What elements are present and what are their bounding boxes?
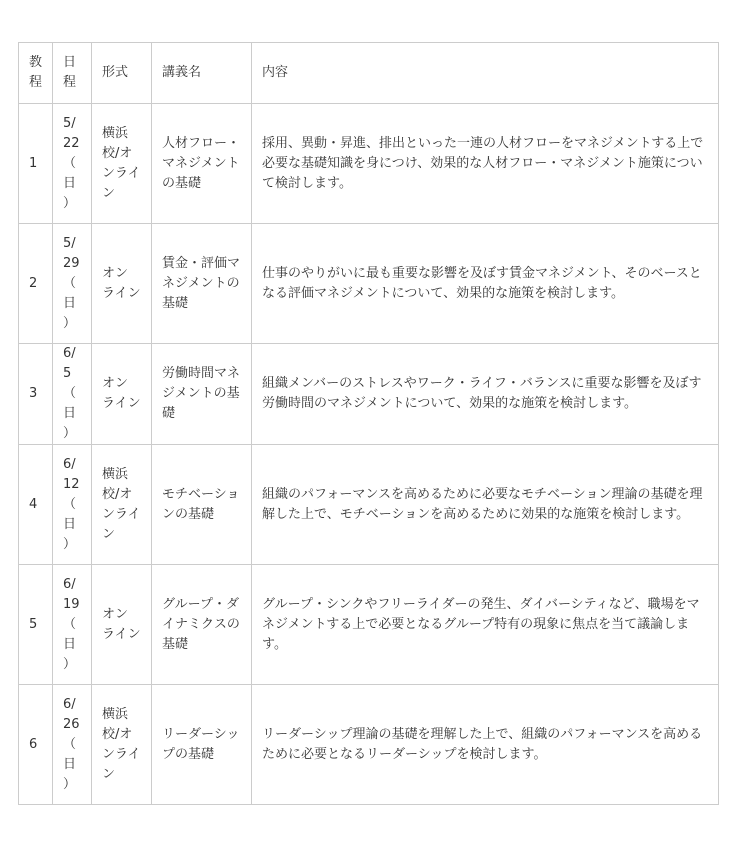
lecture-name: 労働時間マネジメントの基礎 [152,344,252,445]
session-format: 横浜校/オンライン [92,685,152,805]
session-no: 3 [19,344,53,445]
lecture-name: 人材フロー・マネジメントの基礎 [152,104,252,224]
table-row [19,685,719,805]
table-header-row [19,43,719,104]
header-content: 内容 [252,43,719,104]
lecture-name: グループ・ダイナミクスの基礎 [152,565,252,685]
session-date: 5/22（日） [53,104,92,224]
lecture-content: 組織メンバーのストレスやワーク・ライフ・バランスに重要な影響を及ぼす労働時間のマネジメントについて、効果的な施策を検討します。 [252,344,719,445]
session-date: 6/5（日） [53,344,92,445]
session-format: オンライン [92,565,152,685]
session-format: オンライン [92,224,152,344]
session-format: 横浜校/オンライン [92,104,152,224]
session-format: オンライン [92,344,152,445]
table-row [19,344,719,445]
lecture-name: リーダーシップの基礎 [152,685,252,805]
lecture-content: 仕事のやりがいに最も重要な影響を及ぼす賃金マネジメント、そのベースとなる評価マネジメントについて、効果的な施策を検討します。 [252,224,719,344]
session-no: 4 [19,445,53,565]
session-no: 1 [19,104,53,224]
session-no: 2 [19,224,53,344]
session-no: 5 [19,565,53,685]
header-date: 日程 [53,43,92,104]
session-date: 6/26（日） [53,685,92,805]
table-row [19,445,719,565]
header-session-no: 教程 [19,43,53,104]
header-lecture-name: 講義名 [152,43,252,104]
session-date: 6/12（日） [53,445,92,565]
session-format: 横浜校/オンライン [92,445,152,565]
header-format: 形式 [92,43,152,104]
lecture-content: 採用、異動・昇進、排出といった一連の人材フローをマネジメントする上で必要な基礎知識を身につけ、効果的な人材フロー・マネジメント施策について検討します。 [252,104,719,224]
course-schedule-table [18,42,719,805]
table-row [19,565,719,685]
table-row [19,224,719,344]
lecture-name: モチベーションの基礎 [152,445,252,565]
lecture-name: 賃金・評価マネジメントの基礎 [152,224,252,344]
session-date: 6/19（日） [53,565,92,685]
lecture-content: グループ・シンクやフリーライダーの発生、ダイバーシティなど、職場をマネジメントする上で必要となるグループ特有の現象に焦点を当て議論します。 [252,565,719,685]
lecture-content: リーダーシップ理論の基礎を理解した上で、組織のパフォーマンスを高めるために必要となるリーダーシップを検討します。 [252,685,719,805]
lecture-content: 組織のパフォーマンスを高めるために必要なモチベーション理論の基礎を理解した上で、モチベーションを高めるために効果的な施策を検討します。 [252,445,719,565]
session-no: 6 [19,685,53,805]
session-date: 5/29（日） [53,224,92,344]
table-row [19,104,719,224]
